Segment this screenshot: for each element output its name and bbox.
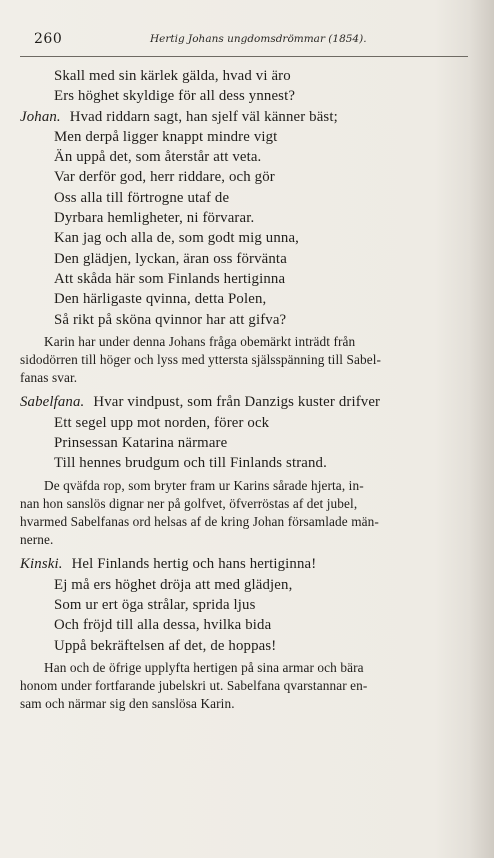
verse-line: Uppå bekräftelsen af det, de hoppas! <box>54 637 277 654</box>
speech-opening-line <box>0 554 494 574</box>
speaker-name: Sabelfana. <box>20 394 85 411</box>
speech-opening-line <box>0 392 494 412</box>
speaker-name: Johan. <box>20 108 61 125</box>
verse-line: Prinsessan Katarina närmare <box>54 435 228 452</box>
stage-direction-line: Han och de öfrige upplyfta hertigen på sina armar och bära <box>44 659 364 675</box>
verse-line: Så rikt på sköna qvinnor har att gifva? <box>54 311 287 328</box>
page-body <box>0 66 494 713</box>
stage-direction-line: honom under fortfarande jubelskri ut. Sabelfana qvarstannar en- <box>20 678 368 694</box>
verse-line: Den härligaste qvinna, detta Polen, <box>54 291 267 308</box>
page-header <box>0 31 494 53</box>
stage-direction-line: Karin har under denna Johans fråga obemärkt inträdt från <box>44 333 356 349</box>
speaker-name: Kinski. <box>20 556 63 573</box>
verse-line: Ers höghet skyldige för all dess ynnest? <box>54 88 296 105</box>
verse-line: Att skåda här som Finlands hertiginna <box>54 270 286 287</box>
stage-direction-line: fanas svar. <box>20 370 78 386</box>
verse-text: Hel Finlands hertig och hans hertiginna! <box>71 556 317 573</box>
verse-line: Oss alla till förtrogne utaf de <box>54 189 230 206</box>
stage-direction-line: nan hon sanslös dignar ner på golfvet, öfverröstas af det jubel, <box>20 495 358 511</box>
running-title: Hertig Johans ungdomsdrömmar (1854). <box>150 33 367 45</box>
header-rule <box>20 56 468 57</box>
stage-direction-line: hvarmed Sabelfanas ord helsas af de kring Johan församlade män- <box>20 513 379 529</box>
speech-opening-line <box>0 107 494 127</box>
stage-direction-line: sidodörren till höger och lyss med yttersta själsspänning till Sabel- <box>20 352 382 368</box>
stage-direction-line: sam och närmar sig den sanslösa Karin. <box>20 696 235 712</box>
verse-line: Ett segel upp mot norden, förer ock <box>54 414 270 431</box>
verse-line: Dyrbara hemligheter, ni förvarar. <box>54 210 255 227</box>
verse-text: Hvad riddarn sagt, han sjelf väl känner bäst; <box>69 108 338 125</box>
stage-direction-line: nerne. <box>20 532 54 548</box>
verse-line: Ej må ers höghet dröja att med glädjen, <box>54 576 293 593</box>
page-number: 260 <box>34 31 63 47</box>
verse-line: Och fröjd till alla dessa, hvilka bida <box>54 617 272 634</box>
verse-line: Kan jag och alla de, som godt mig unna, <box>54 230 300 247</box>
verse-line: Skall med sin kärlek gälda, hvad vi äro <box>54 68 291 84</box>
stage-direction-line: De qväfda rop, som bryter fram ur Karins sårade hjerta, in- <box>44 477 364 493</box>
verse-line: Men derpå ligger knappt mindre vigt <box>54 128 278 145</box>
verse-line: Som ur ert öga strålar, sprida ljus <box>54 596 256 613</box>
verse-line: Än uppå det, som återstår att veta. <box>54 149 262 166</box>
verse-line: Den glädjen, lyckan, äran oss förvänta <box>54 250 287 267</box>
verse-line: Till hennes brudgum och till Finlands strand. <box>54 455 327 472</box>
verse-text: Hvar vindpust, som från Danzigs kuster drifver <box>93 394 381 411</box>
verse-line: Var derför god, herr riddare, och gör <box>54 169 275 186</box>
